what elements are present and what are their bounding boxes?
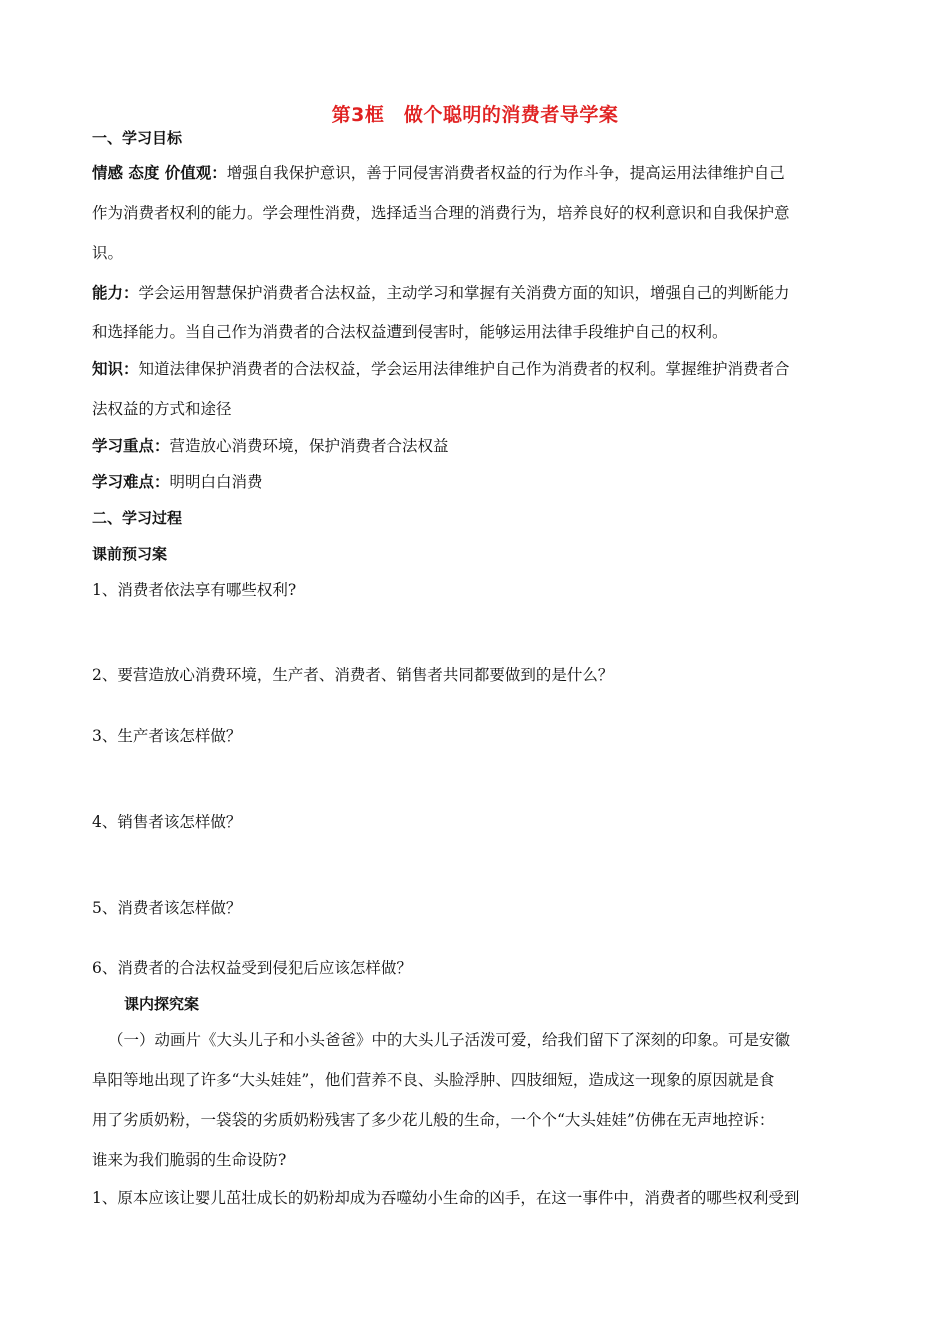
emotion-paragraph-line-1 (92, 163, 872, 183)
ability-paragraph-line-2: 和选择能力。当自己作为消费者的合法权益遭到侵害时，能够运用法律手段维护自己的权利。 (92, 323, 728, 341)
preview-heading: 课前预习案 (92, 545, 168, 563)
ability-text-1: 学会运用智慧保护消费者合法权益，主动学习和掌握有关消费方面的知识，增强自己的判断能力 (138, 284, 790, 302)
explore-heading: 课内探究案 (124, 995, 200, 1013)
difficulty-text: 明明白白消费 (169, 473, 263, 491)
knowledge-paragraph-line-2: 法权益的方式和途径 (92, 400, 232, 418)
key-point-text: 营造放心消费环境，保护消费者合法权益 (169, 437, 449, 455)
page-title: 第3框 做个聪明的消费者导学案 (331, 104, 619, 126)
emotion-paragraph-line-3: 识。 (92, 244, 124, 262)
key-point-label: 学习重点： (92, 437, 170, 455)
section-heading-objectives: 一、学习目标 (92, 129, 183, 147)
preview-question-2: 2、要营造放心消费环境，生产者、消费者、销售者共同都要做到的是什么？ (92, 666, 614, 684)
preview-question-1: 1、消费者依法享有哪些权利? (92, 581, 297, 599)
preview-question-4: 4、销售者该怎样做？ (92, 813, 242, 831)
case-question-1: 1、原本应该让婴儿茁壮成长的奶粉却成为吞噬幼小生命的凶手，在这一事件中，消费者的哪些权利受到 (92, 1189, 800, 1207)
knowledge-label: 知识： (92, 360, 139, 378)
key-point-line (92, 436, 872, 456)
case-paragraph-line-1: （一）动画片《大头儿子和小头爸爸》中的大头儿子活泼可爱，给我们留下了深刻的印象。可是安徽 (108, 1031, 791, 1049)
case-paragraph-line-4: 谁来为我们脆弱的生命设防? (92, 1151, 287, 1169)
difficulty-label: 学习难点： (92, 473, 170, 491)
case-paragraph-line-3: 用了劣质奶粉，一袋袋的劣质奶粉残害了多少花儿般的生命，一个个“大头娃娃”仿佛在无声地控诉： (92, 1111, 775, 1129)
section-heading-process: 二、学习过程 (92, 509, 183, 527)
emotion-label: 情感 态度 价值观： (92, 164, 227, 182)
knowledge-text-1: 知道法律保护消费者的合法权益，学会运用法律维护自己作为消费者的权利。掌握维护消费者合 (138, 360, 790, 378)
preview-question-6: 6、消费者的合法权益受到侵犯后应该怎样做？ (92, 959, 412, 977)
difficulty-line (92, 472, 872, 492)
preview-question-3: 3、生产者该怎样做？ (92, 727, 242, 745)
emotion-text-1: 增强自我保护意识，善于同侵害消费者权益的行为作斗争，提高运用法律维护自己 (226, 164, 785, 182)
knowledge-paragraph-line-1 (92, 359, 872, 379)
preview-question-5: 5、消费者该怎样做？ (92, 899, 242, 917)
ability-label: 能力： (92, 284, 139, 302)
ability-paragraph-line-1 (92, 283, 872, 303)
case-paragraph-line-2: 阜阳等地出现了许多“大头娃娃”，他们营养不良、头脸浮肿、四肢细短，造成这一现象的原因就是食 (92, 1071, 775, 1089)
emotion-paragraph-line-2: 作为消费者权利的能力。学会理性消费，选择适当合理的消费行为，培养良好的权利意识和自我保护意 (92, 204, 790, 222)
